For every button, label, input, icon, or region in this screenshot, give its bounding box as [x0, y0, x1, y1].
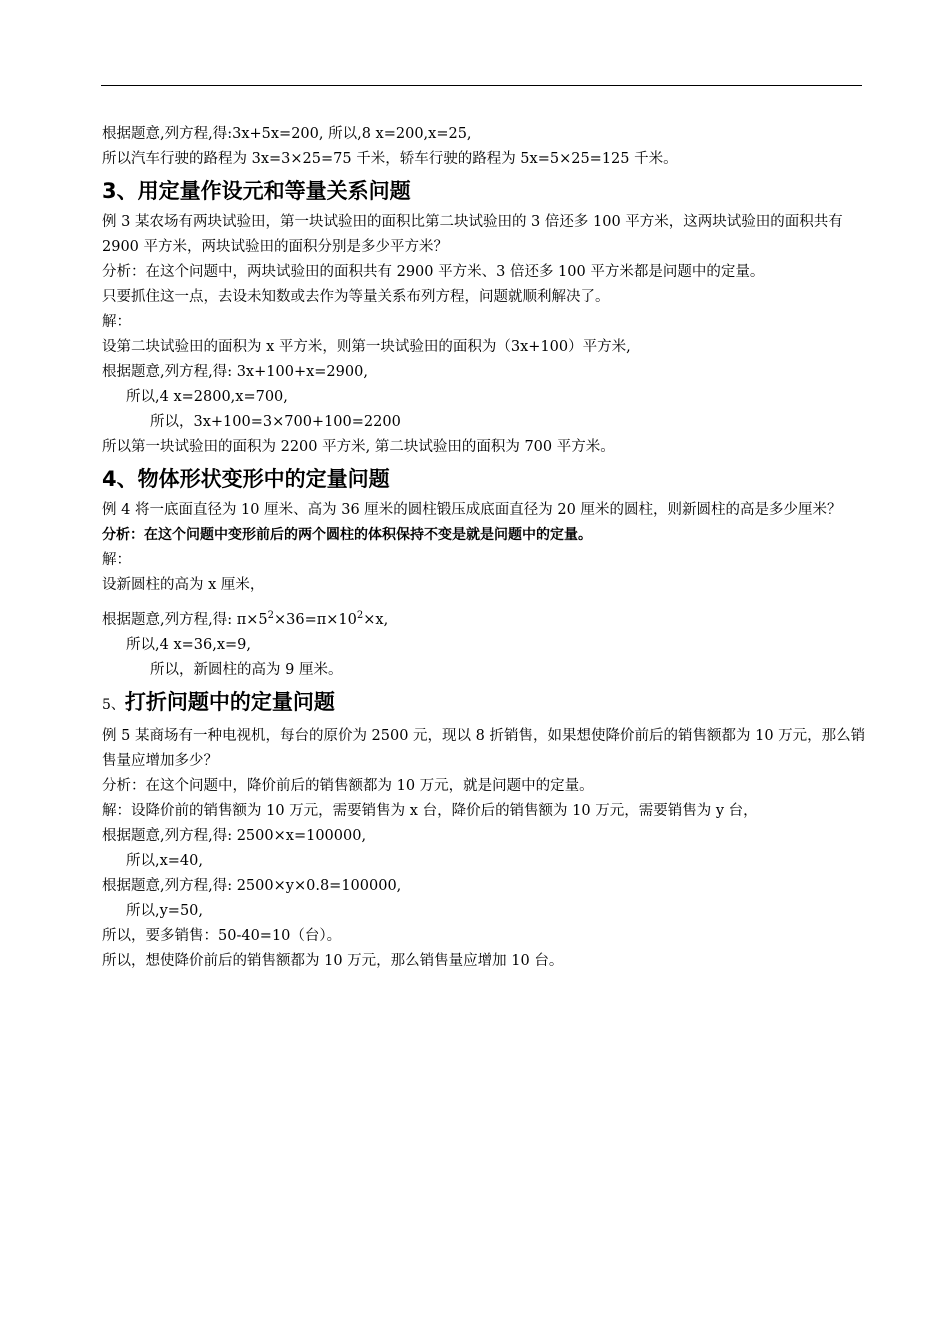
example-5-step-1: 所以,x=40, — [126, 853, 203, 869]
example-3-problem: 例 3 某农场有两块试验田，第一块试验田的面积比第二块试验田的 3 倍还多 100 平方米，这两块试验田的面积共有 2900 平方米，两块试验田的面积分别是多少平方米？ — [102, 214, 843, 255]
example-3-analysis: 分析：在这个问题中，两块试验田的面积共有 2900 平方米、3 倍还多 100 平方米都是问题中的定量。 — [102, 264, 765, 280]
exponent-1: 2 — [267, 610, 274, 622]
example-5-setup: 解：设降价前的销售额为 10 万元，需要销售为 x 台，降价后的销售额为 10 万元，需要销售为 y 台， — [102, 803, 758, 819]
example-4-setup: 设新圆柱的高为 x 厘米， — [102, 577, 265, 593]
section-5-number: 5、 — [102, 697, 125, 713]
example-3-analysis-cont: 只要抓住这一点，去设未知数或去作为等量关系布列方程，问题就顺利解决了。 — [102, 289, 610, 305]
example-3-solution-label: 解： — [102, 314, 131, 330]
example-3-step-1: 所以,4 x=2800,x=700, — [126, 389, 288, 405]
example-5-equation-1: 根据题意,列方程,得: 2500×x=100000, — [102, 828, 367, 844]
header-rule — [101, 85, 862, 86]
example-5-problem: 例 5 某商场有一种电视机，每台的原价为 2500 元，现以 8 折销售，如果想使降价前后的销售额都为 10 万元，那么销售量应增加多少？ — [102, 728, 866, 769]
prev-equation-line: 根据题意,列方程,得:3x+5x=200, 所以,8 x=200,x=25, — [102, 126, 472, 142]
example-5-step-2: 所以,y=50, — [126, 903, 204, 919]
equation-part-c: ×x, — [363, 612, 389, 628]
example-5-analysis: 分析：在这个问题中，降价前后的销售额都为 10 万元，就是问题中的定量。 — [102, 778, 594, 794]
document-body — [102, 122, 872, 974]
example-3-setup: 设第二块试验田的面积为 x 平方米，则第一块试验田的面积为（3x+100）平方米, — [102, 339, 631, 355]
example-4-problem: 例 4 将一底面直径为 10 厘米、高为 36 厘米的圆柱锻压成底面直径为 20 厘米的圆柱，则新圆柱的高是多少厘米？ — [102, 502, 842, 518]
section-4-heading: 4、物体形状变形中的定量问题 — [102, 467, 390, 491]
example-5-answer: 所以，想使降价前后的销售额都为 10 万元，那么销售量应增加 10 台。 — [102, 953, 564, 969]
example-4-equation — [102, 608, 872, 633]
example-3-answer: 所以第一块试验田的面积为 2200 平方米, 第二块试验田的面积为 700 平方米。 — [102, 439, 615, 455]
prev-result-line: 所以汽车行驶的路程为 3x=3×25=75 千米，轿车行驶的路程为 5x=5×25=125 千米。 — [102, 151, 678, 167]
example-3-equation: 根据题意,列方程,得: 3x+100+x=2900, — [102, 364, 368, 380]
example-3-step-2: 所以，3x+100=3×700+100=2200 — [150, 414, 401, 430]
equation-part-b: ×36=π×10 — [274, 612, 357, 628]
equation-part-a: 根据题意,列方程,得: π×5 — [102, 612, 268, 628]
example-4-solution-label: 解： — [102, 552, 131, 568]
section-5-heading — [102, 687, 872, 720]
section-5-title: 打折问题中的定量问题 — [124, 690, 335, 714]
exponent-2: 2 — [356, 610, 364, 622]
example-5-difference: 所以，要多销售：50-40=10（台）。 — [102, 928, 342, 944]
example-4-answer: 所以，新圆柱的高为 9 厘米。 — [150, 662, 343, 678]
example-4-step-1: 所以,4 x=36,x=9, — [126, 637, 251, 653]
section-3-heading: 3、用定量作设元和等量关系问题 — [102, 179, 411, 203]
example-5-equation-2: 根据题意,列方程,得: 2500×y×0.8=100000, — [102, 878, 402, 894]
example-4-analysis: 分析：在这个问题中变形前后的两个圆柱的体积保持不变是就是问题中的定量。 — [102, 527, 592, 543]
